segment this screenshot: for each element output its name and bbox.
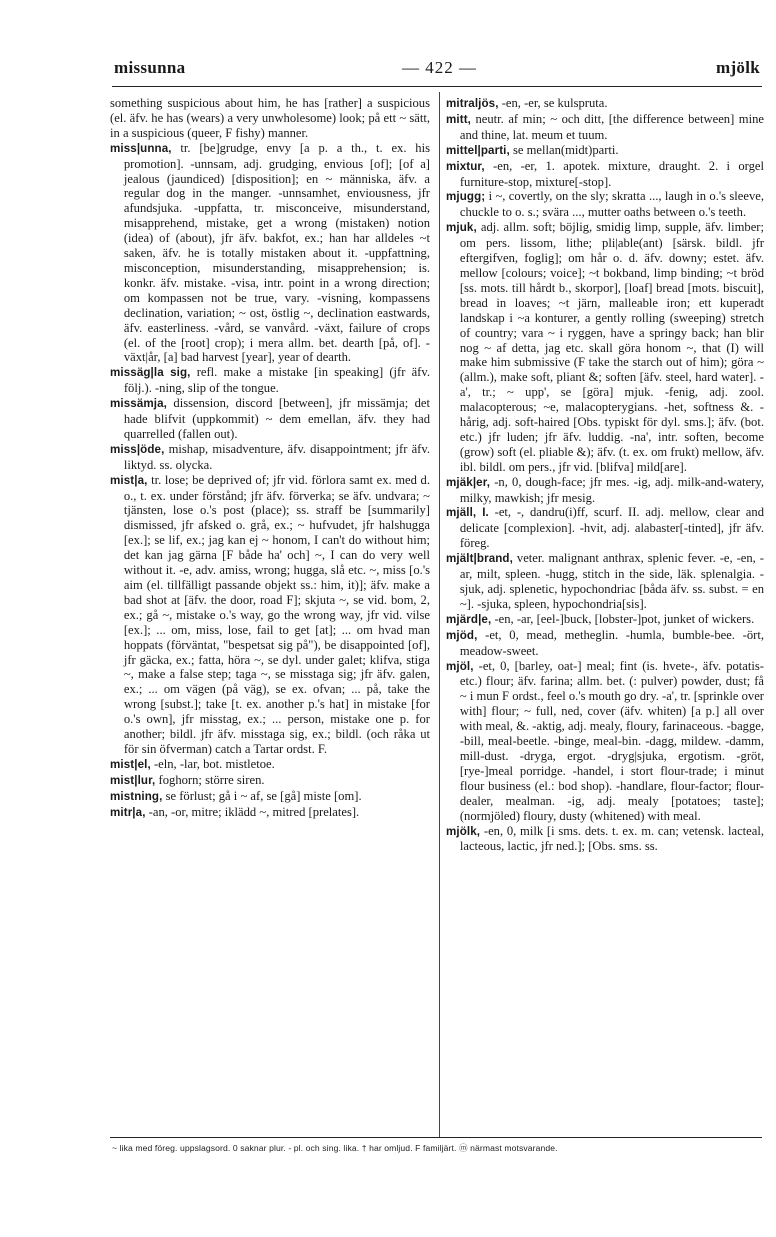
header-rule	[112, 86, 762, 87]
entry-headword: missämja,	[110, 397, 167, 411]
entry-headword: mist|el,	[110, 757, 151, 771]
entry-definition: -et, -, dandru(i)ff, scurf. II. adj. mellow, clear and delicate [complexion]. -hvit, adj. alabaster[-tinted], jfr äfv. föreg.	[459, 505, 764, 551]
dictionary-entry	[110, 805, 430, 821]
abbreviation-footnote: ~ lika med föreg. uppslagsord. 0 saknar plur. - pl. och sing. lika. † har omljud. F familjärt. ⓜ närmast motsvarande.	[112, 1143, 558, 1153]
entry-definition: tr. lose; be deprived of; jfr vid. förlora samt ex. med d. o., t. ex. under förstånd; jfr äfv. förverka; se äfv. undvara; ~ tjänsten, lose o.'s post (place); ss. straff be [summarily] dismissed, jfr afsked o. grå, ex.; ~ hufvudet, jfr halshugga [ex.]; se lif, ex.; jag kan ej ~ honom, I can't do without him; det kan jag gärna [F både ha' och] ~, I can do very well without it. -e, adv. amiss, wrong; hugga, slå etc. ~, miss [o.'s aim (el. tillfälligt passande objekt ss.: him, it)]; äfv. make a bad shot at [äfv. the door, road F]; skjuta ~, se vid. bom, 2, ex.; gå ~, mistake o.'s way, go the wrong way, jfr vid. vilse [ex.]; ... om, miss, lose, fail to get [at]; ... om hvad man hoppats (förväntat, "bespetsat sig på"), be disappointed [of], jfr gäcka, ex.; fatta, höra ~, se dyl. under galet; klifva, stiga ~, make a false step; taga ~, se misstaga sig; jfr äfv. galen, ex.; ... om vägen (på väg), se ex. ofvan; ... på, take the wrong [subst.]; take [t. ex. another p.'s hat] in mistake [for o.'s own], jfr misstag, ex.; ... person, mistake one p. for another; bildl. jfr äfv. misstaga sig, ex.; bildl. (och råka ut för sin öfverman) catch a Tartar ordst. F.	[123, 472, 430, 756]
entry-definition: veter. malignant anthrax, splenic fever. -e, -en, -ar, milt, spleen. -hugg, stitch in the side, läk. splenalgia. -sjuk, adj. splenetic, hypochondriac [båda äfv. ss. subst. = en ~]. -sjuka, spleen, hypochondria[sis].	[459, 551, 764, 611]
entry-definition: mishap, misadventure, äfv. disappointment; jfr äfv. liktyd. ss. olycka.	[123, 441, 430, 472]
entry-headword: mist|lur,	[110, 773, 156, 787]
dictionary-entry	[446, 143, 764, 159]
entry-definition: tr. [be]grudge, envy [a p. a th., t. ex. his promotion]. -unnsam, adj. grudging, envious [of]; [of a] jealous (jaundiced) [disposition]; en ~ människa, äfv. a regular dog in the manger. -unnsamhet, enviousness, jfr afundsjuka. -uppfatta, tr. misconceive, misunderstand, misapprehend, mistake, get a wrong (mistaken) notion (idea) of (about), jfr äfv. bakfot, ex.; han har alldeles ~t saken, äfv. he is totally mistaken about it. -uppfattning, misconception, misunderstanding, misapprehension; is. konkr. äfv. mistake. -visa, intr. point in a wrong direction; om kompassen not be true, vary. -visning, kompassens declination, variation; ~ ost, östlig ~, declination eastwards, äfv. easterliness. -vård, se vanvård. -växt, failure of crops (el. of the [root] crop); i mera allm. bet. dearth [på, of]. -växt|år, [a] bad harvest [year], year of dearth.	[123, 140, 430, 365]
entry-headword: mistning,	[110, 789, 163, 803]
entry-headword: mjuk,	[446, 221, 477, 235]
entry-definition: -en, -er, se kulspruta.	[501, 96, 608, 110]
dictionary-entry	[110, 773, 430, 789]
footer-rule	[110, 1137, 762, 1138]
entry-headword: missäg|la sig,	[110, 366, 191, 380]
dictionary-entry	[446, 475, 764, 506]
column-divider	[439, 92, 440, 1137]
dictionary-entry	[446, 220, 764, 474]
entry-headword: mitraljös,	[446, 97, 499, 110]
entry-definition: -n, 0, dough-face; jfr mes. -ig, adj. milk-and-watery, milky, mawkish; jfr mesig.	[459, 474, 764, 505]
left-running-headword: missunna	[114, 58, 186, 77]
entry-headword: mjölk,	[446, 824, 481, 838]
right-running-headword: mjölk	[716, 58, 760, 77]
entry-definition: -en, -er, 1. apotek. mixture, draught. 2. i orgel furniture-stop, mixture[-stop].	[459, 158, 764, 189]
entry-headword: miss|unna,	[110, 141, 172, 155]
entry-definition: se mellan(midt)parti.	[512, 142, 619, 157]
entry-headword: mjärd|e,	[446, 612, 492, 626]
entry-headword: mjöd,	[446, 628, 478, 642]
left-column	[110, 96, 430, 1136]
dictionary-entry	[446, 96, 764, 112]
dictionary-entry	[110, 396, 430, 442]
dictionary-entry	[446, 159, 764, 190]
entry-definition: dissension, discord [between], jfr missämja; det hade blifvit (uppkommit) ~ dem emellan, äfv. they had quarrelled (fallen out).	[123, 396, 430, 441]
entry-definition: adj. allm. soft; böjlig, smidig limp, supple, äfv. limber; om pers. lissom, lithe; pli|able(ant) [särsk. bildl. jfr eftergifven, foglig]; om hår o. d. äfv. downy; estet. äfv. mellow [colours; voice]; ~t bokband, limp binding; ~t bröd [ss. mots. till hårdt b., skorpor], [loaf] bread [mots. biscuit], bread in loaves; ~t järn, malleable iron; ett kuperadt landskap i ~a konturer, a gently rolling (sweeping) stretch of country; vara ~ i ryggen, have a springy back; han blir nog ~ af detta, jag etc. skall göra honom ~, that (I) will make him submissive (F take the starch out of him); göra ~ (allm.), make soft, pliant &; soften [äfv. steel, hard water]. -a', tr.; ~ upp', se [göra] mjuk. -fenig, adj. zool. malacopterous; ~e, malacopterygians. -het, softness &. -hårig, adj. soft-haired [Obs. typiskt för dyl. sms.]; äfv. (bot. etc.) jfr luden; jfr äfv. luddig. -na', intr. soften, become (grow) soft (el. pliable &); äfv. (t. ex. om frukt) mellow, äfv. ibl. bildl. om pers., jfr vid. [blifva] mild[are].	[459, 220, 764, 474]
entry-headword: mjäk|er,	[446, 475, 491, 489]
dictionary-entry	[110, 789, 430, 805]
right-column	[446, 96, 764, 1136]
dictionary-entry	[446, 824, 764, 855]
dictionary-entry	[446, 612, 764, 628]
entry-definition: foghorn; större siren.	[158, 772, 265, 787]
dictionary-entry	[446, 659, 764, 824]
entry-headword: mitt,	[446, 112, 471, 126]
dictionary-entry	[110, 442, 430, 473]
entry-definition: -et, 0, mead, metheglin. -humla, bumble-bee. -ört, meadow-sweet.	[459, 627, 764, 658]
entry-definition: something suspicious about him, he has [rather] a suspicious (el. äfv. he has (wears) a very unwholesome) look; på ett ~ sätt, in a suspicious (queer, F fishy) manner.	[110, 96, 430, 140]
entry-headword: mjugg;	[446, 190, 486, 204]
entry-definition: neutr. af min; ~ och ditt, [the difference between] mine and thine, lat. meum et tuum.	[459, 111, 764, 142]
entry-headword: mjäll, I.	[446, 506, 489, 520]
entry-headword: mitr|a,	[110, 805, 146, 819]
dictionary-entry	[446, 112, 764, 143]
entry-definition: i ~, covertly, on the sly; skratta ..., laugh in o.'s sleeve, chuckle to o. s.; svära ..., mutter oaths between o.'s teeth.	[459, 189, 764, 220]
dictionary-entry	[446, 628, 764, 659]
entry-definition: -an, -or, mitre; iklädd ~, mitred [prelates].	[148, 804, 360, 819]
entry-definition: -en, 0, milk [i sms. dets. t. ex. m. can; vetensk. lacteal, lacteous, lactic, jfr ned.]; [Obs. sms. ss.	[459, 823, 764, 854]
dictionary-entry	[110, 96, 430, 141]
entry-headword: miss|öde,	[110, 442, 165, 456]
dictionary-entry	[446, 505, 764, 551]
entry-definition: -en, -ar, [eel-]buck, [lobster-]pot, junket of wickers.	[494, 611, 755, 626]
entry-definition: se förlust; gå i ~ af, se [gå] miste [om].	[165, 788, 362, 803]
dictionary-entry	[446, 189, 764, 220]
dictionary-entry	[446, 551, 764, 612]
entry-headword: mjöl,	[446, 659, 474, 673]
page-number: — 422 —	[402, 58, 477, 77]
dictionary-entry	[110, 141, 430, 366]
dictionary-entry	[110, 757, 430, 773]
entry-headword: mist|a,	[110, 473, 148, 487]
entry-headword: mjält|brand,	[446, 552, 513, 566]
entry-definition: -et, 0, [barley, oat-] meal; fint (is. hvete-, äfv. potatis- etc.) flour; äfv. farina; allm. bet. (: pulver) powder, dust; få ~ i mun F ordst., feel o.'s mouth go dry. -a', tr. [sprinkle over with] flour; ~ full, ned, cover (äfv. whiten) [a p.] all over with meal, &. -aktig, adj. mealy, floury, farinaceous. -bagge, -bill, meal-beetle. -binge, meal-bin. -dagg, mildew. -damm, mill-dust. -dryga, ergot. -dryg|sjuka, ergotism. -gröt, [rye-]meal porridge. -handel, i stort flour-trade; i minut flour business (el.: bod shop). -handlare, flour-factor; flour-dealer, mealman. -ig, adj. mealy [potatoes; taste]; (normjöled) floury, dusty (whitened) with meal.	[459, 658, 764, 823]
dictionary-entry	[110, 473, 430, 757]
entry-headword: mittel|parti,	[446, 143, 510, 157]
entry-definition: refl. make a mistake [in speaking] (jfr äfv. följ.). -ning, slip of the tongue.	[123, 365, 430, 396]
entry-headword: mixtur,	[446, 159, 485, 173]
page-header	[114, 58, 760, 84]
dictionary-entry	[110, 365, 430, 396]
entry-definition: -eln, -lar, bot. mistletoe.	[153, 756, 275, 771]
